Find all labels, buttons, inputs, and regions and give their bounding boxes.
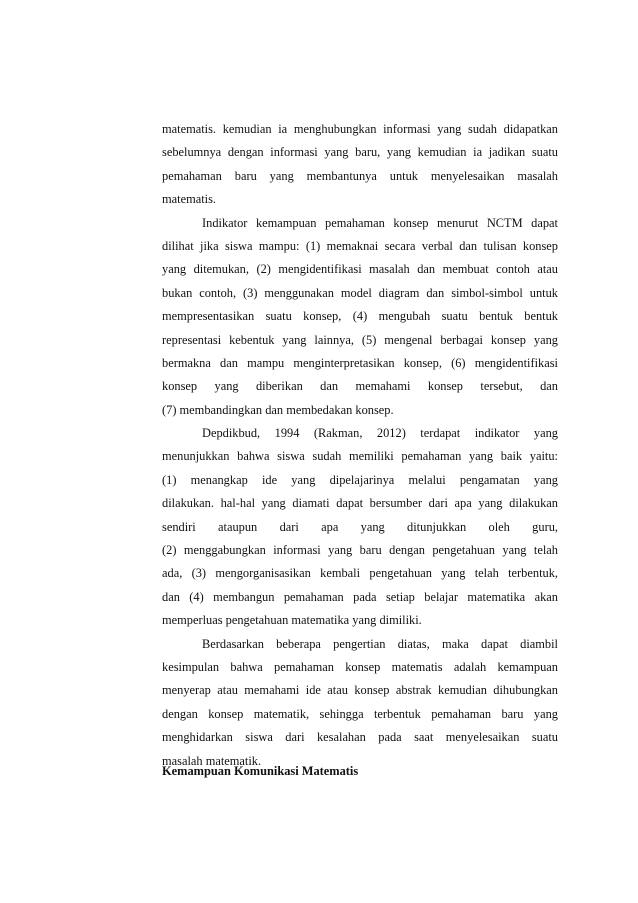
text-line: matematis. [162, 192, 217, 207]
text-line: pemahaman baru yang membantunya untuk menyelesaikan masalah [162, 168, 558, 183]
text-line: Indikator kemampuan pemahaman konsep menurut NCTM dapat [202, 215, 558, 230]
text-line: mempresentasikan suatu konsep, (4) mengubah suatu bentuk bentuk [162, 309, 558, 324]
text-line: bukan contoh, (3) menggunakan model diagram dan simbol-simbol untuk [162, 285, 558, 300]
section-heading: Kemampuan Komunikasi Matematis [162, 764, 359, 778]
text-line: menyerap atau memahami ide atau konsep abstrak kemudian dihubungkan [162, 683, 558, 698]
text-line: Berdasarkan beberapa pengertian diatas, maka dapat diambil [202, 636, 558, 651]
text-line: masalah matematik. [162, 753, 262, 768]
text-line: konsep yang diberikan dan memahami konsep tersebut, dan [162, 379, 558, 394]
text-line: (2) menggabungkan informasi yang baru dengan pengetahuan yang telah [162, 543, 558, 558]
text-line: sebelumnya dengan informasi yang baru, yang kemudian ia jadikan suatu [162, 145, 558, 160]
text-line: Depdikbud, 1994 (Rakman, 2012) terdapat indikator yang [202, 426, 558, 441]
text-line: ada, (3) mengorganisasikan kembali pengetahuan yang telah terbentuk, [162, 566, 558, 581]
text-line: kesimpulan bahwa pemahaman konsep matematis adalah kemampuan [162, 659, 558, 674]
text-line: memperluas pengetahuan matematika yang dimiliki. [162, 613, 422, 628]
text-line: yang ditemukan, (2) mengidentifikasi masalah dan membuat contoh atau [162, 262, 558, 277]
text-line: menunjukkan bahwa siswa sudah memiliki pemahaman yang baik yaitu: [162, 449, 558, 464]
text-line: (1) menangkap ide yang dipelajarinya melalui pengamatan yang [162, 472, 558, 487]
text-line: dan (4) membangun pemahaman pada setiap belajar matematika akan [162, 589, 558, 604]
text-line: representasi kebentuk yang lainnya, (5) mengenal berbagai konsep yang [162, 332, 558, 347]
text-line: bermakna dan mampu menginterpretasikan konsep, (6) mengidentifikasi [162, 355, 558, 370]
body-text [162, 118, 558, 773]
text-line: matematis. kemudian ia menghubungkan informasi yang sudah didapatkan [162, 122, 558, 136]
text-line: dilakukan. hal-hal yang diamati dapat bersumber dari apa yang dilakukan [162, 496, 558, 511]
text-line: (7) membandingkan dan membedakan konsep. [162, 402, 394, 417]
text-line: dilihat jika siswa mampu: (1) memaknai secara verbal dan tulisan konsep [162, 238, 558, 253]
text-line: sendiri ataupun dari apa yang ditunjukkan oleh guru, [162, 519, 558, 534]
text-line: dengan konsep matematik, sehingga terbentuk pemahaman baru yang [162, 706, 558, 721]
text-line: menghidarkan siswa dari kesalahan pada saat menyelesaikan suatu [162, 730, 558, 745]
